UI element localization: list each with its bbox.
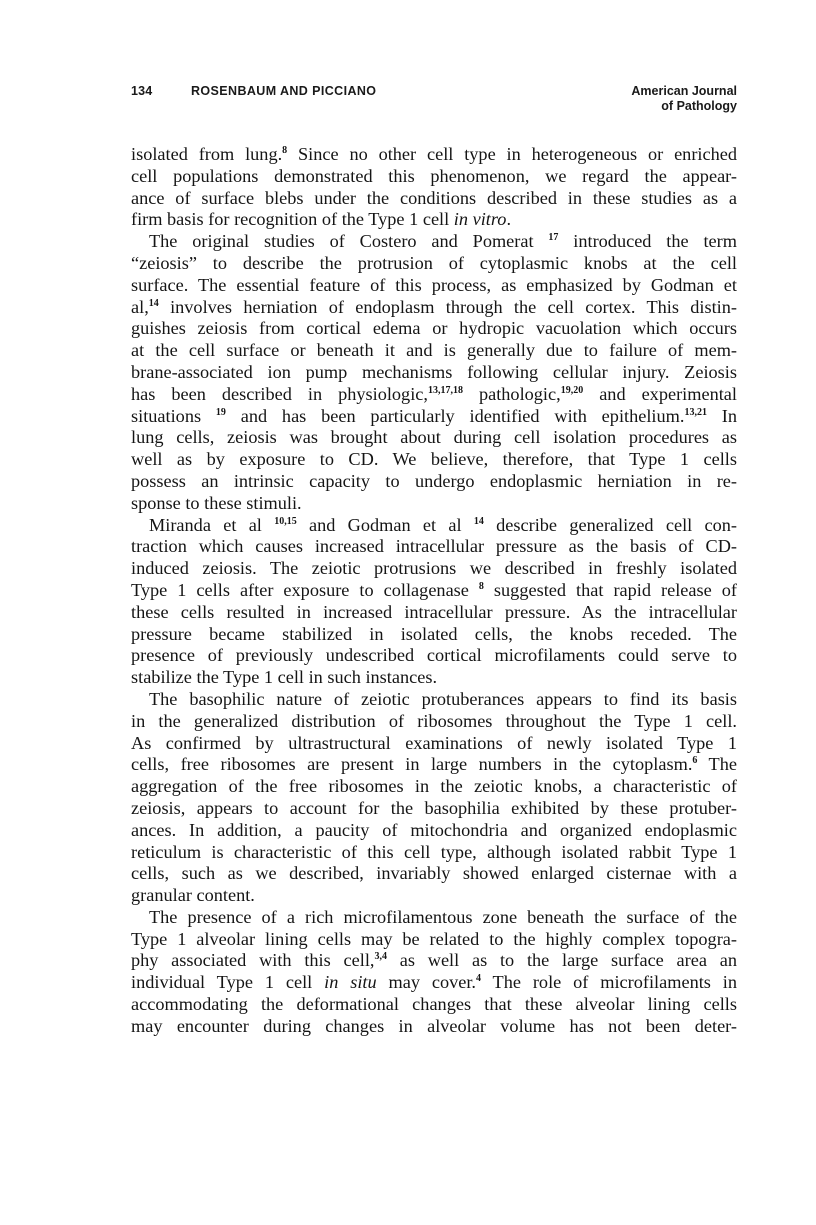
text-line bbox=[131, 297, 737, 319]
citation-superscript: 13,21 bbox=[684, 406, 707, 418]
text-run: pathologic, bbox=[462, 383, 561, 404]
text-line bbox=[131, 842, 737, 864]
text-run: brane-associated ion pump mechanisms following cellular injury. Zeiosis bbox=[131, 361, 737, 382]
text-line bbox=[131, 667, 737, 689]
text-run: has been described in physiologic, bbox=[131, 383, 428, 404]
text-run: phy associated with this cell, bbox=[131, 950, 375, 971]
text-run: In bbox=[706, 405, 737, 426]
text-run: well as by exposure to CD. We believe, therefore, that Type 1 cells bbox=[131, 449, 737, 470]
text-line bbox=[131, 776, 737, 798]
citation-superscript: 14 bbox=[473, 515, 484, 527]
text-line bbox=[131, 907, 737, 929]
text-line bbox=[131, 362, 737, 384]
running-head bbox=[131, 82, 737, 118]
text-line bbox=[131, 144, 737, 166]
citation-superscript: 14 bbox=[148, 297, 159, 309]
text-run: individual Type 1 cell bbox=[131, 972, 325, 993]
journal-title-line-1: American Journal bbox=[631, 84, 737, 98]
text-run: granular content. bbox=[131, 885, 255, 906]
text-run: The presence of a rich microfilamentous zone beneath the surface of the bbox=[149, 906, 737, 927]
text-run: situations bbox=[131, 405, 216, 426]
italic-text: in situ bbox=[324, 972, 377, 993]
text-line bbox=[131, 427, 737, 449]
text-line bbox=[131, 384, 737, 406]
text-line bbox=[131, 820, 737, 842]
text-run: The bbox=[697, 754, 737, 775]
citation-superscript: 17 bbox=[548, 232, 559, 244]
text-run: stabilize the Type 1 cell in such instances. bbox=[131, 667, 438, 688]
text-line bbox=[131, 493, 737, 515]
text-run: aggregation of the free ribosomes in the zeiotic knobs, a characteristic of bbox=[131, 776, 737, 797]
text-line bbox=[131, 515, 737, 537]
text-run: introduced the term bbox=[558, 231, 737, 252]
text-line bbox=[131, 863, 737, 885]
text-run: as well as to the large surface area an bbox=[386, 950, 738, 971]
journal-title-line-2: of Pathology bbox=[661, 99, 737, 113]
text-line bbox=[131, 318, 737, 340]
text-run: ance of surface blebs under the conditions described in these studies as a bbox=[131, 187, 737, 208]
paragraph-4 bbox=[131, 689, 737, 907]
text-run: The role of microfilaments in bbox=[481, 972, 738, 993]
article-body bbox=[131, 144, 737, 1038]
text-line bbox=[131, 972, 737, 994]
text-line bbox=[131, 209, 737, 231]
text-run: surface. The essential feature of this process, as emphasized by Godman et bbox=[131, 274, 737, 295]
text-line bbox=[131, 340, 737, 362]
text-run: Type 1 cells after exposure to collagenase bbox=[131, 579, 479, 600]
text-run: cells, free ribosomes are present in large numbers in the cytoplasm. bbox=[131, 754, 693, 775]
paragraph-5 bbox=[131, 907, 737, 1038]
text-run: cell populations demonstrated this phenomenon, we regard the appear- bbox=[131, 165, 737, 186]
citation-superscript: 3,4 bbox=[374, 951, 387, 963]
text-run: in the generalized distribution of ribosomes throughout the Type 1 cell. bbox=[131, 710, 737, 731]
text-run: lung cells, zeiosis was brought about during cell isolation procedures as bbox=[131, 427, 737, 448]
text-run: at the cell surface or beneath it and is generally due to failure of mem- bbox=[131, 340, 737, 361]
running-head-authors: ROSENBAUM AND PICCIANO bbox=[191, 84, 377, 98]
text-line bbox=[131, 449, 737, 471]
text-run: and Godman et al bbox=[296, 514, 474, 535]
text-line bbox=[131, 188, 737, 210]
text-line bbox=[131, 231, 737, 253]
citation-superscript: 8 bbox=[478, 580, 484, 592]
text-line bbox=[131, 885, 737, 907]
text-line bbox=[131, 798, 737, 820]
italic-text: in vitro bbox=[453, 209, 507, 230]
text-run: The basophilic nature of zeiotic protuberances appears to find its basis bbox=[149, 688, 737, 709]
text-run: suggested that rapid release of bbox=[483, 579, 737, 600]
text-run: and has been particularly identified with epithelium. bbox=[225, 405, 685, 426]
text-line bbox=[131, 645, 737, 667]
citation-superscript: 13,17,18 bbox=[427, 384, 463, 396]
text-run: traction which causes increased intracellular pressure as the basis of CD- bbox=[131, 536, 737, 557]
text-run: involves herniation of endoplasm through the cell cortex. This distin- bbox=[158, 296, 737, 317]
text-run: As confirmed by ultrastructural examinations of newly isolated Type 1 bbox=[131, 732, 737, 753]
text-run: induced zeiosis. The zeiotic protrusions we described in freshly isolated bbox=[131, 558, 737, 579]
text-line bbox=[131, 929, 737, 951]
text-run: cells, such as we described, invariably showed enlarged cisternae with a bbox=[131, 863, 737, 884]
text-line bbox=[131, 754, 737, 776]
text-run: Type 1 alveolar lining cells may be related to the highly complex topogra- bbox=[131, 928, 737, 949]
paragraph-1 bbox=[131, 144, 737, 231]
text-run: describe generalized cell con- bbox=[483, 514, 738, 535]
text-line bbox=[131, 558, 737, 580]
text-run: and experimental bbox=[583, 383, 737, 404]
text-run: Miranda et al bbox=[149, 514, 275, 535]
text-line bbox=[131, 624, 737, 646]
text-run: possess an intrinsic capacity to undergo endoplasmic herniation in re- bbox=[131, 470, 737, 491]
citation-superscript: 10,15 bbox=[274, 515, 297, 527]
journal-title bbox=[631, 84, 737, 114]
text-run: . bbox=[506, 209, 512, 230]
paragraph-2 bbox=[131, 231, 737, 514]
text-line bbox=[131, 950, 737, 972]
text-run: firm basis for recognition of the Type 1 cell bbox=[131, 209, 454, 230]
text-run: guishes zeiosis from cortical edema or hydropic vacuolation which occurs bbox=[131, 318, 737, 339]
text-run: The original studies of Costero and Pomerat bbox=[149, 231, 549, 252]
text-line bbox=[131, 536, 737, 558]
text-run: “zeiosis” to describe the protrusion of cytoplasmic knobs at the cell bbox=[131, 252, 737, 273]
text-line bbox=[131, 689, 737, 711]
page-number: 134 bbox=[131, 84, 153, 98]
text-run: ances. In addition, a paucity of mitochondria and organized endoplasmic bbox=[131, 819, 737, 840]
text-run: presence of previously undescribed cortical microfilaments could serve to bbox=[131, 645, 737, 666]
text-run: may cover. bbox=[376, 972, 477, 993]
text-run: accommodating the deformational changes that these alveolar lining cells bbox=[131, 994, 737, 1015]
text-run: pressure became stabilized in isolated cells, the knobs receded. The bbox=[131, 623, 737, 644]
text-line bbox=[131, 406, 737, 428]
citation-superscript: 4 bbox=[476, 973, 482, 985]
text-line bbox=[131, 711, 737, 733]
text-run: isolated from lung. bbox=[131, 144, 283, 164]
text-line bbox=[131, 1016, 737, 1038]
citation-superscript: 19 bbox=[215, 406, 226, 418]
text-line bbox=[131, 253, 737, 275]
text-run: sponse to these stimuli. bbox=[131, 492, 302, 513]
text-run: these cells resulted in increased intracellular pressure. As the intracellular bbox=[131, 601, 737, 622]
citation-superscript: 6 bbox=[692, 755, 698, 767]
text-run: zeiosis, appears to account for the basophilia exhibited by these protuber- bbox=[131, 797, 737, 818]
text-line bbox=[131, 733, 737, 755]
text-line bbox=[131, 994, 737, 1016]
text-line bbox=[131, 166, 737, 188]
text-line bbox=[131, 471, 737, 493]
text-run: may encounter during changes in alveolar volume has not been deter- bbox=[131, 1015, 737, 1036]
text-line bbox=[131, 275, 737, 297]
text-run: reticulum is characteristic of this cell type, although isolated rabbit Type 1 bbox=[131, 841, 737, 862]
text-line bbox=[131, 602, 737, 624]
text-run: al, bbox=[131, 296, 149, 317]
paragraph-3 bbox=[131, 515, 737, 689]
citation-superscript: 8 bbox=[282, 145, 288, 156]
text-run: Since no other cell type in heterogeneous or enriched bbox=[287, 144, 737, 164]
citation-superscript: 19,20 bbox=[560, 384, 584, 396]
text-line bbox=[131, 580, 737, 602]
